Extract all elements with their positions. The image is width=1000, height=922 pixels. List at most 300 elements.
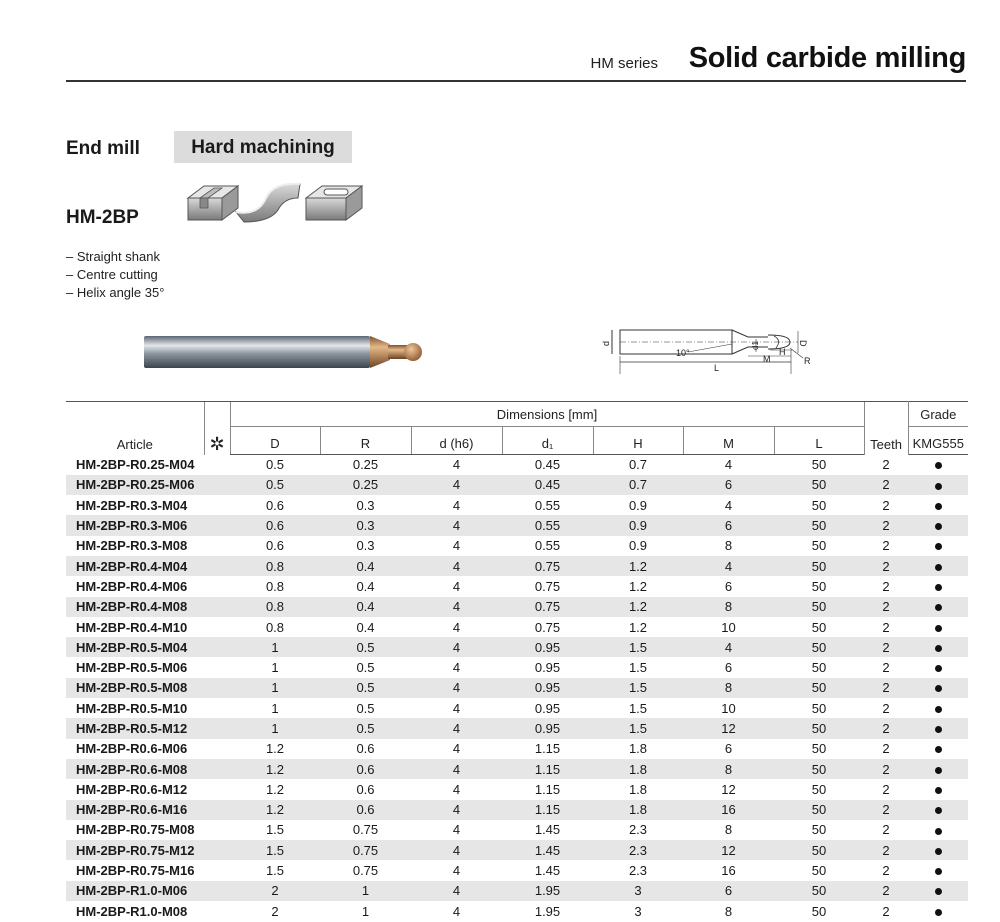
cell-teeth: 2	[882, 599, 890, 615]
application-tag: Hard machining	[174, 131, 352, 163]
table-row	[66, 800, 968, 820]
cell-R: 0.5	[356, 721, 375, 736]
cell-star	[204, 698, 230, 718]
cell-d-h6: 4	[452, 497, 461, 513]
cell-star	[204, 739, 230, 759]
header-H: H	[593, 427, 683, 455]
cell-d1: 1.45	[534, 842, 561, 858]
cell-grade	[908, 515, 968, 535]
cell-M: 16	[721, 863, 736, 879]
application-icons	[186, 176, 366, 226]
cell-M: 6	[724, 660, 733, 676]
drawing-label-l: L	[714, 363, 720, 373]
cell-D: 1	[271, 680, 279, 696]
feature-item: – Helix angle 35°	[66, 285, 165, 300]
cell-d1: 0.45	[534, 457, 561, 473]
cell-star	[204, 597, 230, 617]
table-row	[66, 515, 968, 535]
feature-list	[66, 248, 164, 302]
cell-article: HM-2BP-R0.4-M04	[76, 558, 188, 574]
cell-H: 1.5	[628, 680, 648, 696]
cell-M: 16	[721, 802, 736, 818]
cell-grade	[908, 759, 968, 779]
cell-grade	[908, 718, 968, 738]
table-body	[66, 455, 968, 922]
cell-H: 0.7	[628, 477, 648, 493]
header-teeth: Teeth	[864, 402, 908, 455]
cell-star	[204, 556, 230, 576]
cell-L: 50	[811, 558, 827, 574]
cell-d1: 1.45	[534, 863, 561, 879]
cell-article: HM-2BP-R0.6-M16	[76, 802, 188, 818]
cell-article: HM-2BP-R0.3-M08	[76, 538, 188, 554]
cell-R: 0.5	[356, 700, 375, 716]
cell-d-h6: 4	[452, 842, 461, 858]
cell-article: HM-2BP-R0.6-M06	[76, 741, 188, 757]
cell-d1: 0.45	[534, 477, 561, 493]
cell-R: 0.25	[352, 457, 379, 473]
cell-M: 6	[724, 741, 733, 757]
cell-article: HM-2BP-R0.4-M10	[76, 619, 188, 635]
technical-drawing	[598, 322, 823, 378]
cell-d-h6: 4	[452, 903, 461, 919]
cell-L: 50	[811, 518, 827, 534]
cell-teeth: 2	[882, 538, 890, 554]
cell-L: 50	[811, 863, 827, 879]
cell-L: 50	[811, 883, 827, 899]
cell-M: 6	[724, 883, 733, 899]
cell-d1: 0.95	[534, 721, 561, 736]
cell-article: HM-2BP-R0.25-M04	[76, 457, 195, 473]
cell-M: 8	[724, 538, 733, 554]
cell-L: 50	[811, 761, 827, 777]
cell-d1: 0.75	[534, 578, 561, 594]
cell-M: 6	[724, 518, 733, 534]
cell-article: HM-2BP-R0.6-M08	[76, 761, 188, 777]
cell-M: 4	[724, 457, 733, 473]
cell-d1: 1.95	[534, 883, 561, 899]
cell-d1: 0.55	[534, 497, 561, 513]
availability-dot-icon	[935, 604, 942, 611]
cell-d-h6: 4	[452, 558, 461, 574]
cell-d1: 0.55	[534, 538, 561, 554]
cell-star	[204, 779, 230, 799]
cell-L: 50	[811, 741, 827, 757]
drawing-label-m: M	[763, 354, 771, 364]
cell-star	[204, 455, 230, 475]
cell-grade	[908, 698, 968, 718]
cell-grade	[908, 840, 968, 860]
cell-teeth: 2	[882, 660, 890, 676]
cell-H: 1.8	[628, 741, 648, 757]
availability-dot-icon	[935, 746, 942, 753]
cell-teeth: 2	[882, 781, 890, 797]
cell-M: 4	[724, 639, 733, 655]
cell-D: 1.2	[265, 802, 285, 818]
pocket-milling-icon	[306, 186, 362, 220]
cell-M: 6	[724, 477, 733, 493]
cell-d1: 1.15	[534, 741, 561, 757]
table-row	[66, 779, 968, 799]
cell-R: 1	[361, 883, 370, 899]
cell-L: 50	[811, 639, 827, 655]
cell-article: HM-2BP-R0.75-M16	[76, 863, 195, 879]
cell-teeth: 2	[882, 863, 890, 879]
header-R: R	[320, 427, 411, 455]
cell-d-h6: 4	[452, 660, 461, 676]
cell-R: 0.4	[356, 578, 375, 594]
cell-H: 1.2	[628, 578, 648, 594]
cell-H: 1.2	[628, 599, 648, 615]
cell-L: 50	[811, 700, 827, 716]
cell-teeth: 2	[882, 822, 890, 838]
cell-H: 0.9	[628, 538, 648, 554]
cell-star	[204, 860, 230, 880]
cell-star	[204, 495, 230, 515]
cell-d1: 1.95	[534, 903, 561, 919]
availability-dot-icon	[935, 726, 942, 733]
cell-d-h6: 4	[452, 781, 461, 797]
cell-d-h6: 4	[452, 457, 461, 473]
cell-grade	[908, 576, 968, 596]
cell-d-h6: 4	[452, 518, 461, 534]
cell-R: 0.4	[356, 599, 375, 615]
cell-M: 8	[724, 680, 733, 696]
availability-dot-icon	[935, 645, 942, 652]
cell-article: HM-2BP-R0.6-M12	[76, 781, 188, 797]
cell-D: 0.8	[265, 558, 285, 574]
availability-dot-icon	[935, 503, 942, 510]
cell-L: 50	[811, 619, 827, 635]
availability-dot-icon	[935, 625, 942, 632]
table-row	[66, 617, 968, 637]
cell-star	[204, 820, 230, 840]
cell-d-h6: 4	[452, 538, 461, 554]
drawing-label-r: R	[804, 356, 811, 366]
cell-R: 0.6	[356, 802, 375, 818]
table-row	[66, 495, 968, 515]
cell-M: 12	[721, 842, 736, 858]
cell-teeth: 2	[882, 680, 890, 696]
cell-teeth: 2	[882, 802, 890, 818]
cell-M: 10	[721, 619, 736, 635]
page-header	[66, 38, 966, 82]
cell-grade	[908, 860, 968, 880]
cell-H: 1.5	[628, 700, 648, 716]
drawing-label-d: d	[601, 340, 611, 346]
cell-d-h6: 4	[452, 721, 461, 736]
cell-H: 1.8	[628, 781, 648, 797]
cell-H: 3	[634, 903, 642, 919]
header-M: M	[683, 427, 774, 455]
cell-D: 0.8	[265, 619, 285, 635]
cell-grade	[908, 657, 968, 677]
availability-dot-icon	[935, 584, 942, 591]
table-row	[66, 759, 968, 779]
cell-article: HM-2BP-R0.5-M10	[76, 700, 188, 716]
table-row	[66, 678, 968, 698]
model-name: HM-2BP	[66, 207, 139, 228]
availability-dot-icon	[935, 828, 942, 835]
cell-R: 0.3	[356, 538, 375, 554]
cell-article: HM-2BP-R0.5-M12	[76, 721, 188, 736]
availability-dot-icon	[935, 685, 942, 692]
page-title: Solid carbide milling	[688, 42, 966, 74]
cell-D: 0.8	[265, 578, 285, 594]
cell-L: 50	[811, 538, 827, 554]
header-D: D	[230, 427, 320, 455]
cell-teeth: 2	[882, 903, 890, 919]
header-d1: d₁	[502, 427, 593, 455]
table-row	[66, 536, 968, 556]
cell-R: 0.4	[356, 619, 375, 635]
availability-dot-icon	[935, 767, 942, 774]
cell-L: 50	[811, 477, 827, 493]
availability-dot-icon	[935, 909, 942, 916]
cell-grade	[908, 637, 968, 657]
cell-teeth: 2	[882, 842, 890, 858]
cell-teeth: 2	[882, 700, 890, 716]
cell-star	[204, 637, 230, 657]
cell-d1: 0.75	[534, 619, 561, 635]
cell-d1: 0.75	[534, 558, 561, 574]
cell-d-h6: 4	[452, 741, 461, 757]
cell-teeth: 2	[882, 578, 890, 594]
cell-L: 50	[811, 781, 827, 797]
header-dimensions: Dimensions [mm]	[230, 402, 864, 427]
cell-M: 8	[724, 599, 733, 615]
cell-article: HM-2BP-R0.75-M08	[76, 822, 195, 838]
cell-M: 10	[721, 700, 736, 716]
cell-grade	[908, 779, 968, 799]
cell-M: 8	[724, 822, 733, 838]
cell-d1: 0.95	[534, 660, 561, 676]
cell-d1: 0.95	[534, 680, 561, 696]
cell-D: 1	[271, 639, 279, 655]
cell-star	[204, 475, 230, 495]
cell-H: 0.7	[628, 457, 648, 473]
cell-d-h6: 4	[452, 761, 461, 777]
cell-grade	[908, 455, 968, 475]
cell-L: 50	[811, 660, 827, 676]
cell-D: 1.2	[265, 761, 285, 777]
availability-dot-icon	[935, 807, 942, 814]
cell-star	[204, 800, 230, 820]
cell-star	[204, 881, 230, 901]
cell-d-h6: 4	[452, 619, 461, 635]
cell-teeth: 2	[882, 761, 890, 777]
series-label: HM series	[590, 55, 658, 72]
drawing-label-angle: 10°	[676, 348, 690, 358]
cell-article: HM-2BP-R0.5-M06	[76, 660, 188, 676]
availability-dot-icon	[935, 868, 942, 875]
cell-grade	[908, 678, 968, 698]
cell-M: 8	[724, 761, 733, 777]
table-row	[66, 901, 968, 921]
cell-L: 50	[811, 497, 827, 513]
cell-grade	[908, 739, 968, 759]
availability-dot-icon	[935, 706, 942, 713]
header-article: Article	[66, 402, 204, 455]
cell-star	[204, 657, 230, 677]
cell-R: 0.5	[356, 660, 375, 676]
cell-teeth: 2	[882, 518, 890, 534]
cell-grade	[908, 475, 968, 495]
cell-D: 0.6	[265, 538, 285, 554]
feature-item: – Centre cutting	[66, 267, 158, 282]
cell-L: 50	[811, 721, 827, 736]
cell-grade	[908, 617, 968, 637]
cell-M: 12	[721, 781, 736, 797]
table-row	[66, 881, 968, 901]
cell-star	[204, 759, 230, 779]
table-row	[66, 739, 968, 759]
cell-grade	[908, 597, 968, 617]
cell-H: 1.2	[628, 619, 648, 635]
drawing-label-D: D	[798, 340, 808, 347]
cell-L: 50	[811, 578, 827, 594]
cell-grade	[908, 800, 968, 820]
availability-dot-icon	[935, 848, 942, 855]
cell-H: 2.3	[628, 822, 648, 838]
cell-d-h6: 4	[452, 477, 461, 493]
cell-article: HM-2BP-R1.0-M06	[76, 883, 188, 899]
cell-star	[204, 901, 230, 921]
cell-article: HM-2BP-R0.5-M04	[76, 639, 188, 655]
header-d-h6: d (h6)	[411, 427, 502, 455]
cell-teeth: 2	[882, 741, 890, 757]
cell-R: 0.3	[356, 497, 375, 513]
cell-d1: 1.45	[534, 822, 561, 838]
cell-D: 1	[271, 660, 279, 676]
cell-M: 12	[721, 721, 736, 736]
cell-d-h6: 4	[452, 639, 461, 655]
cell-d1: 0.55	[534, 518, 561, 534]
cell-teeth: 2	[882, 721, 890, 736]
cell-R: 0.4	[356, 558, 375, 574]
availability-dot-icon	[935, 564, 942, 571]
header-L: L	[774, 427, 864, 455]
cell-d1: 1.15	[534, 781, 561, 797]
cell-teeth: 2	[882, 477, 890, 493]
cell-d1: 1.15	[534, 802, 561, 818]
feature-item: – Straight shank	[66, 249, 160, 264]
availability-dot-icon	[935, 543, 942, 550]
header-kmg555: KMG555	[908, 427, 968, 455]
cell-H: 2.3	[628, 863, 648, 879]
cell-star	[204, 678, 230, 698]
table-row	[66, 556, 968, 576]
cell-d-h6: 4	[452, 680, 461, 696]
tool-image	[142, 330, 427, 374]
cell-grade	[908, 901, 968, 921]
cell-d-h6: 4	[452, 802, 461, 818]
cell-R: 0.75	[352, 842, 379, 858]
cell-teeth: 2	[882, 619, 890, 635]
cell-M: 8	[724, 903, 733, 919]
table-row	[66, 698, 968, 718]
cell-D: 1	[271, 721, 279, 736]
cell-R: 0.5	[356, 639, 375, 655]
cell-R: 0.25	[352, 477, 379, 493]
cell-teeth: 2	[882, 497, 890, 513]
cell-grade	[908, 536, 968, 556]
cell-d-h6: 4	[452, 578, 461, 594]
cell-D: 1.2	[265, 781, 285, 797]
table-row	[66, 455, 968, 475]
cell-D: 1.5	[265, 863, 285, 879]
cell-H: 2.3	[628, 842, 648, 858]
cell-D: 0.6	[265, 497, 285, 513]
cell-M: 6	[724, 578, 733, 594]
cell-M: 4	[724, 497, 733, 513]
cell-D: 0.6	[265, 518, 285, 534]
cell-grade	[908, 556, 968, 576]
cell-D: 1.5	[265, 842, 285, 858]
header-grade: Grade	[908, 402, 968, 427]
cell-d-h6: 4	[452, 863, 461, 879]
cell-R: 0.75	[352, 863, 379, 879]
cell-L: 50	[811, 903, 827, 919]
cell-d1: 1.15	[534, 761, 561, 777]
cell-star	[204, 617, 230, 637]
cell-L: 50	[811, 802, 827, 818]
cell-R: 0.6	[356, 781, 375, 797]
cell-article: HM-2BP-R0.3-M06	[76, 518, 188, 534]
table-row	[66, 820, 968, 840]
cell-H: 1.5	[628, 660, 648, 676]
availability-dot-icon	[935, 665, 942, 672]
cell-H: 1.5	[628, 639, 648, 655]
product-type: End mill	[66, 138, 140, 159]
table-row	[66, 657, 968, 677]
cell-D: 0.5	[265, 477, 285, 493]
availability-dot-icon	[935, 523, 942, 530]
slot-milling-icon	[188, 186, 238, 220]
cell-L: 50	[811, 599, 827, 615]
dimensions-table	[66, 401, 968, 921]
cell-R: 0.6	[356, 741, 375, 757]
cell-article: HM-2BP-R0.4-M06	[76, 578, 188, 594]
availability-dot-icon	[935, 462, 942, 469]
cell-L: 50	[811, 457, 827, 473]
cell-article: HM-2BP-R0.25-M06	[76, 477, 195, 493]
cell-H: 1.8	[628, 802, 648, 818]
cell-article: HM-2BP-R0.3-M04	[76, 497, 188, 513]
availability-dot-icon	[935, 888, 942, 895]
cell-R: 1	[361, 903, 370, 919]
cell-R: 0.5	[356, 680, 375, 696]
star-icon: ✲	[204, 402, 230, 455]
cell-d-h6: 4	[452, 883, 461, 899]
cell-L: 50	[811, 680, 827, 696]
cell-H: 0.9	[628, 518, 648, 534]
cell-teeth: 2	[882, 639, 890, 655]
availability-dot-icon	[935, 483, 942, 490]
table-row	[66, 840, 968, 860]
cell-star	[204, 515, 230, 535]
drawing-label-h: H	[779, 347, 786, 357]
availability-dot-icon	[935, 787, 942, 794]
cell-H: 1.2	[628, 558, 648, 574]
table-row	[66, 576, 968, 596]
cell-star	[204, 718, 230, 738]
cell-d-h6: 4	[452, 822, 461, 838]
cell-R: 0.75	[352, 822, 379, 838]
table-row	[66, 718, 968, 738]
cell-H: 1.5	[628, 721, 648, 736]
cell-L: 50	[811, 842, 827, 858]
